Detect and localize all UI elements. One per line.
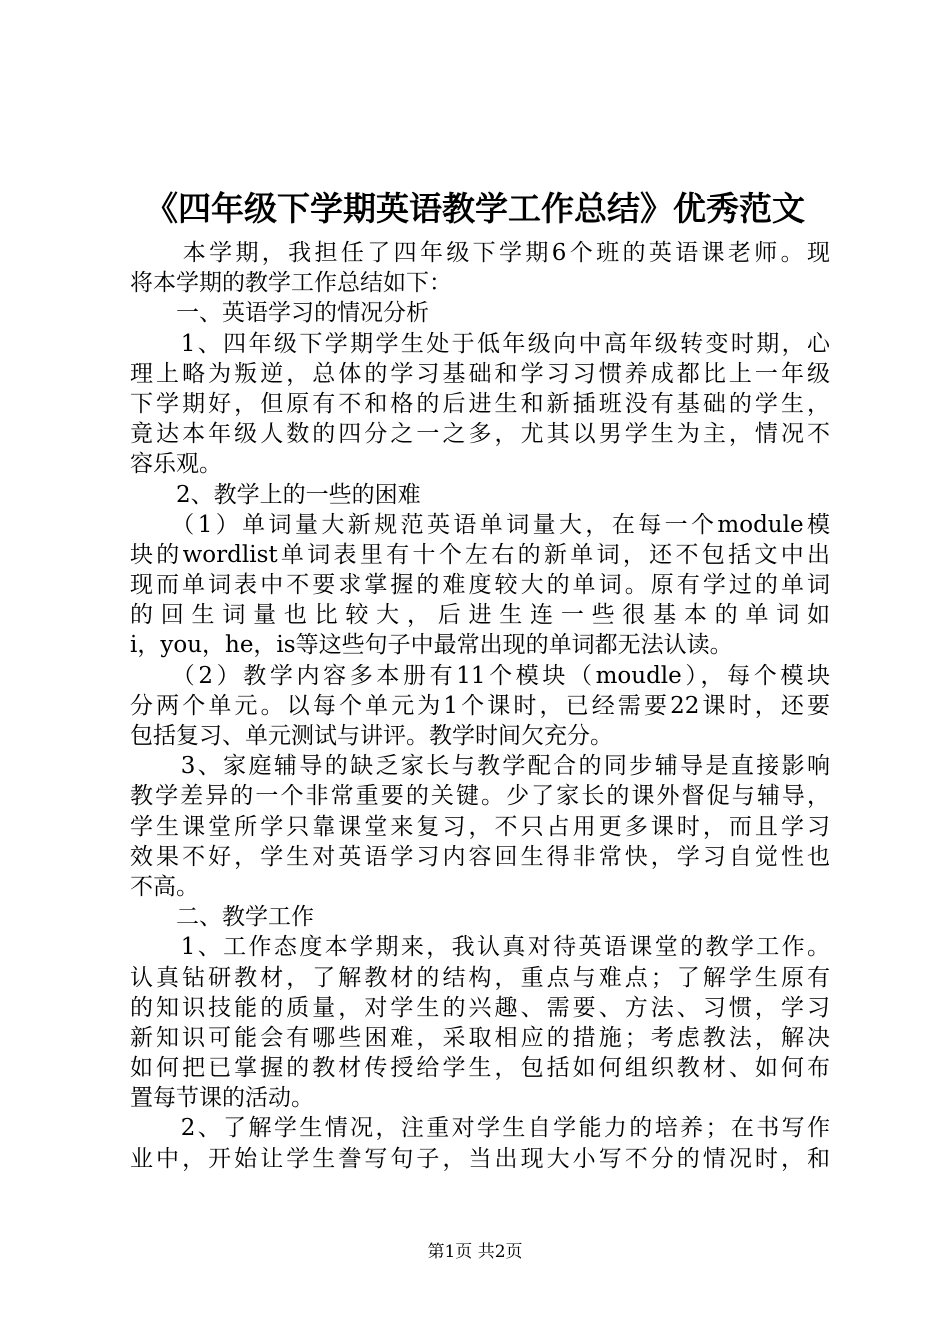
body-line: 1、工作态度本学期来，我认真对待英语课堂的教学工作。 (130, 934, 830, 961)
body-line: 包括复习、单元测试与讲评。教学时间欠充分。 (130, 723, 613, 749)
body-line: 竟达本年级人数的四分之一之多，尤其以男学生为主，情况不 (130, 421, 830, 448)
body-line: （2）教学内容多本册有11个模块（moudle），每个模块 (130, 662, 830, 689)
body-line: 2、教学上的一些的困难 (130, 481, 421, 508)
body-line: 置每节课的活动。 (130, 1085, 314, 1112)
body-line: 现而单词表中不要求掌握的难度较大的单词。原有学过的单词 (130, 572, 830, 599)
page-footer: 第1页 共2页 (427, 1242, 523, 1262)
body-line: （1）单词量大新规范英语单词量大，在每一个module模 (130, 511, 830, 538)
body-line: 下学期好，但原有不和格的后进生和新插班没有基础的学生， (130, 390, 830, 417)
body-line: 3、家庭辅导的缺乏家长与教学配合的同步辅导是直接影响 (130, 753, 830, 780)
body-line: 容乐观。 (130, 451, 222, 478)
body-line: 块的wordlist单词表里有十个左右的新单词，还不包括文中出 (130, 541, 830, 568)
body-line: 将本学期的教学工作总结如下： (130, 270, 452, 297)
body-line: 一、英语学习的情况分析 (130, 300, 429, 327)
body-line: 理上略为叛逆，总体的学习基础和学习习惯养成都比上一年级 (130, 360, 830, 387)
body-line: 教学差异的一个非常重要的关键。少了家长的课外督促与辅导， (130, 783, 830, 810)
body-line: 学生课堂所学只靠课堂来复习，不只占用更多课时，而且学习 (130, 813, 830, 840)
body-line: 本学期，我担任了四年级下学期6个班的英语课老师。现 (130, 240, 830, 266)
body-line: 效果不好，学生对英语学习内容回生得非常快，学习自觉性也 (130, 843, 830, 870)
body-line: 新知识可能会有哪些困难，采取相应的措施；考虑教法，解决 (130, 1024, 830, 1051)
body-line: 2、了解学生情况，注重对学生自学能力的培养；在书写作 (130, 1115, 830, 1142)
body-line: 的知识技能的质量，对学生的兴趣、需要、方法、习惯，学习 (130, 994, 830, 1021)
document-body (130, 238, 830, 1174)
body-line: i，you，he，is等这些句子中最常出现的单词都无法认读。 (130, 632, 733, 659)
document-title: 《四年级下学期英语教学工作总结》优秀范文 (145, 189, 805, 228)
body-line: 不高。 (130, 873, 199, 900)
body-line: 的 回 生 词 量 也 比 较 大 ， 后 进 生 连 一 些 很 基 本 的 单 词 如 (130, 602, 830, 629)
body-line: 认真钻研教材，了解教材的结构，重点与难点；了解学生原有 (130, 964, 830, 991)
body-line: 如何把已掌握的教材传授给学生，包括如何组织教材、如何布 (130, 1055, 830, 1082)
body-line: 业中，开始让学生誊写句子，当出现大小写不分的情况时，和 (130, 1145, 830, 1172)
body-line: 分两个单元。以每个单元为1个课时，已经需要22课时，还要 (130, 692, 830, 719)
body-line: 1、四年级下学期学生处于低年级向中高年级转变时期，心 (130, 330, 830, 357)
body-line: 二、教学工作 (130, 904, 314, 931)
